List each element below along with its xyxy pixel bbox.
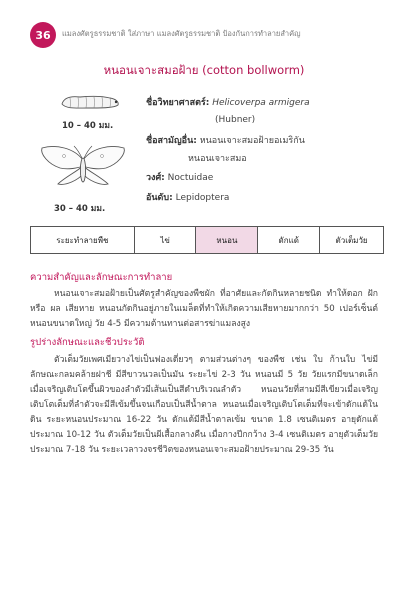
section-text-importance: หนอนเจาะสมอฝ้ายเป็นศัตรูสำคัญของพืชผัก ที่อาศัยและกัดกินหลายชนิด ทำให้ดอก ฝัก หรือ ผล เสียหาย หนอนกัดกินอยู่ภายในเมล็ดที่ทำให้เกิดความเสียหายมากกว่า 50 เปอร์เซ็นต์ หนอนขนาดใหญ่ วัย 4-5 มีความต้านทานต่อสารฆ่าแมลงสูง <box>30 289 378 329</box>
section-heading-importance: ความสำคัญและลักษณะการทำลาย <box>30 272 173 283</box>
scientific-name-value: Helicoverpa armigera <box>212 98 310 108</box>
damage-stage-table <box>30 226 384 254</box>
other-name-value-2: หนอนเจาะสมอ <box>188 154 247 164</box>
family-label: วงศ์: <box>146 173 165 183</box>
scientific-name-author: (Hubner) <box>215 115 256 125</box>
order-row <box>146 190 229 204</box>
other-name-label: ชื่อสามัญอื่น: <box>146 136 197 146</box>
moth-illustration <box>38 138 128 198</box>
page-number-badge: 36 <box>30 22 56 48</box>
section-heading-biology: รูปร่างลักษณะและชีวประวัติ <box>30 337 145 348</box>
scientific-name-label: ชื่อวิทยาศาสตร์: <box>146 98 210 108</box>
running-header: แมลงศัตรูธรรมชาติ ใส่ภาษา แมลงศัตรูธรรมชาติ ป้องกันการทำลายสำคัญ <box>62 29 301 38</box>
page-title: หนอนเจาะสมอฝ้าย (cotton bollworm) <box>103 63 305 77</box>
other-name-row <box>146 133 305 147</box>
scientific-name-row <box>146 95 310 109</box>
family-row <box>146 170 213 184</box>
order-label: อันดับ: <box>146 193 173 203</box>
stage-cell-egg: ไข่ <box>134 227 196 254</box>
stage-cell-adult: ตัวเต็มวัย <box>320 227 384 254</box>
larva-illustration <box>58 90 122 114</box>
order-value: Lepidoptera <box>175 193 230 203</box>
other-name-value: หนอนเจาะสมอฝ้ายอเมริกัน <box>199 136 305 146</box>
stage-cell-pupa: ดักแด้ <box>258 227 320 254</box>
table-row <box>31 227 384 254</box>
section-text-biology: ตัวเต็มวัยเพศเมียวางไข่เป็นฟองเดี่ยวๆ ตามส่วนต่างๆ ของพืช เช่น ใบ ก้านใบ ไข่มีลักษณะกลมคล้ายฝาชี มีสีขาวนวลเป็นมัน ระยะไข่ 2-3 วัน หนอนมี 5 วัย วัยแรกมีขนาดเล็ก เมื่อเจริญเติบโตขึ้นผิวของลำตัวมีเส้นเป็นสีดำบริเวณลำตัว หนอนวัยที่สามมีสีเขียวเมื่อเจริญเติบโตเต็มที่ลำตัวจะมีสีเข้มขึ้นจนเกือบเป็นสีน้ำตาล หนอนเมื่อเจริญเติบโตเต็มที่จะเข้าดักแด้ในดิน ระยะหนอนประมาณ 16-22 วัน ดักแด้มีสีน้ำตาลเข้ม ขนาด 1.8 เซนติเมตร อายุดักแด้ประมาณ 10-12 วัน ตัวเต็มวัยเป็นผีเสื้อกลางคืน เมื่อกางปีกกว้าง 3-4 เซนติเมตร อายุตัวเต็มวัยประมาณ 7-18 วัน ระยะเวลาวงจรชีวิตของหนอนเจาะสมอฝ้ายประมาณ 29-35 วัน <box>30 355 378 455</box>
table-header-cell: ระยะทำลายพืช <box>31 227 135 254</box>
family-value: Noctuidae <box>167 173 214 183</box>
larva-size-label: 10 – 40 มม. <box>62 121 114 131</box>
stage-cell-larva: หนอน <box>196 227 258 254</box>
moth-size-label: 30 – 40 มม. <box>54 204 106 214</box>
